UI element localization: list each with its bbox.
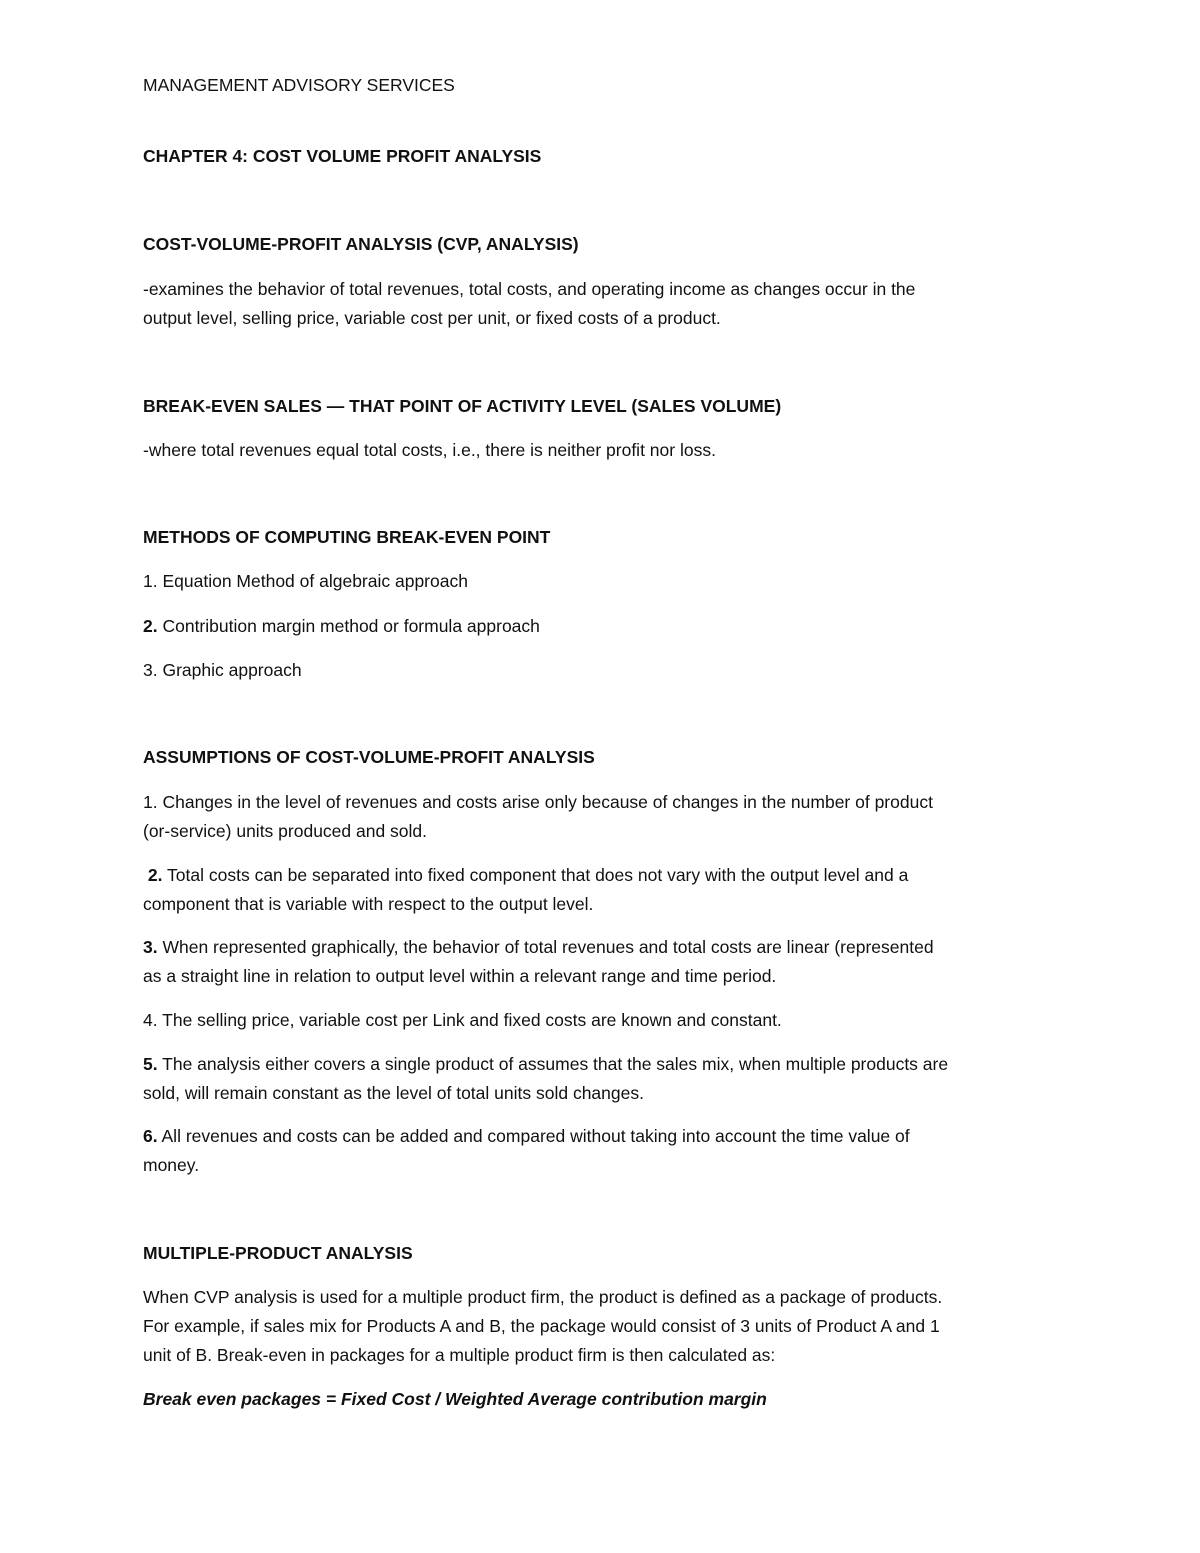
assumption-item-line-1 <box>143 1006 1063 1034</box>
multiple-product-line-1: When CVP analysis is used for a multiple product firm, the product is defined as a package of products. <box>143 1287 943 1307</box>
method-number: 2. <box>143 616 158 636</box>
method-text: Graphic approach <box>157 660 302 680</box>
assumption-item-line-1 <box>143 1050 1063 1078</box>
assumption-number: 6. <box>143 1126 158 1146</box>
assumption-item-line-1 <box>143 1122 1063 1150</box>
method-number: 3. <box>143 660 158 680</box>
assumption-text: All revenues and costs can be added and compared without taking into account the time value of <box>157 1126 910 1146</box>
methods-heading: METHODS OF COMPUTING BREAK-EVEN POINT <box>143 527 551 547</box>
assumption-number: 5. <box>143 1054 158 1074</box>
assumption-item-line-2: (or-service) units produced and sold. <box>143 821 428 841</box>
assumption-item-line-1 <box>143 788 1063 816</box>
method-item <box>143 656 1063 684</box>
assumption-text: Total costs can be separated into fixed component that does not vary with the output level and a <box>162 865 909 885</box>
multiple-product-heading: MULTIPLE-PRODUCT ANALYSIS <box>143 1243 413 1263</box>
method-number: 1. <box>143 571 158 591</box>
cvp-heading: COST-VOLUME-PROFIT ANALYSIS (CVP, ANALYSIS) <box>143 234 579 254</box>
method-text: Contribution margin method or formula approach <box>157 616 540 636</box>
assumption-number: 3. <box>143 937 158 957</box>
assumption-item-line-2: sold, will remain constant as the level of total units sold changes. <box>143 1083 644 1103</box>
method-item <box>143 567 1063 595</box>
assumption-item-line-1 <box>143 933 1063 961</box>
assumption-number: 1. <box>143 792 158 812</box>
assumption-text: Changes in the level of revenues and costs arise only because of changes in the number of product <box>157 792 933 812</box>
assumption-item-line-2: money. <box>143 1155 200 1175</box>
breakeven-heading: BREAK-EVEN SALES — THAT POINT OF ACTIVITY LEVEL (SALES VOLUME) <box>143 396 782 416</box>
assumption-item-line-1 <box>143 861 1063 889</box>
assumptions-heading: ASSUMPTIONS OF COST-VOLUME-PROFIT ANALYSIS <box>143 747 595 767</box>
method-item <box>143 612 1063 640</box>
breakeven-formula: Break even packages = Fixed Cost / Weighted Average contribution margin <box>143 1389 767 1409</box>
assumption-item-line-2: component that is variable with respect to the output level. <box>143 894 594 914</box>
method-text: Equation Method of algebraic approach <box>157 571 468 591</box>
cvp-definition-line-2: output level, selling price, variable cost per unit, or fixed costs of a product. <box>143 308 721 328</box>
chapter-title: CHAPTER 4: COST VOLUME PROFIT ANALYSIS <box>143 146 542 166</box>
assumption-text: The selling price, variable cost per Link and fixed costs are known and constant. <box>157 1010 782 1030</box>
assumption-item-line-2: as a straight line in relation to output level within a relevant range and time period. <box>143 966 777 986</box>
assumption-number: 4. <box>143 1010 158 1030</box>
document-header: MANAGEMENT ADVISORY SERVICES <box>143 75 455 95</box>
assumption-text: The analysis either covers a single product of assumes that the sales mix, when multiple products are <box>157 1054 949 1074</box>
multiple-product-line-2: For example, if sales mix for Products A and B, the package would consist of 3 units of Product A and 1 <box>143 1316 940 1336</box>
cvp-definition-line-1: -examines the behavior of total revenues, total costs, and operating income as changes occur in the <box>143 279 916 299</box>
assumption-number: 2. <box>147 865 163 885</box>
breakeven-definition: -where total revenues equal total costs, i.e., there is neither profit nor loss. <box>143 440 716 460</box>
assumption-text: When represented graphically, the behavior of total revenues and total costs are linear (represented <box>157 937 934 957</box>
multiple-product-line-3: unit of B. Break-even in packages for a multiple product firm is then calculated as: <box>143 1345 776 1365</box>
